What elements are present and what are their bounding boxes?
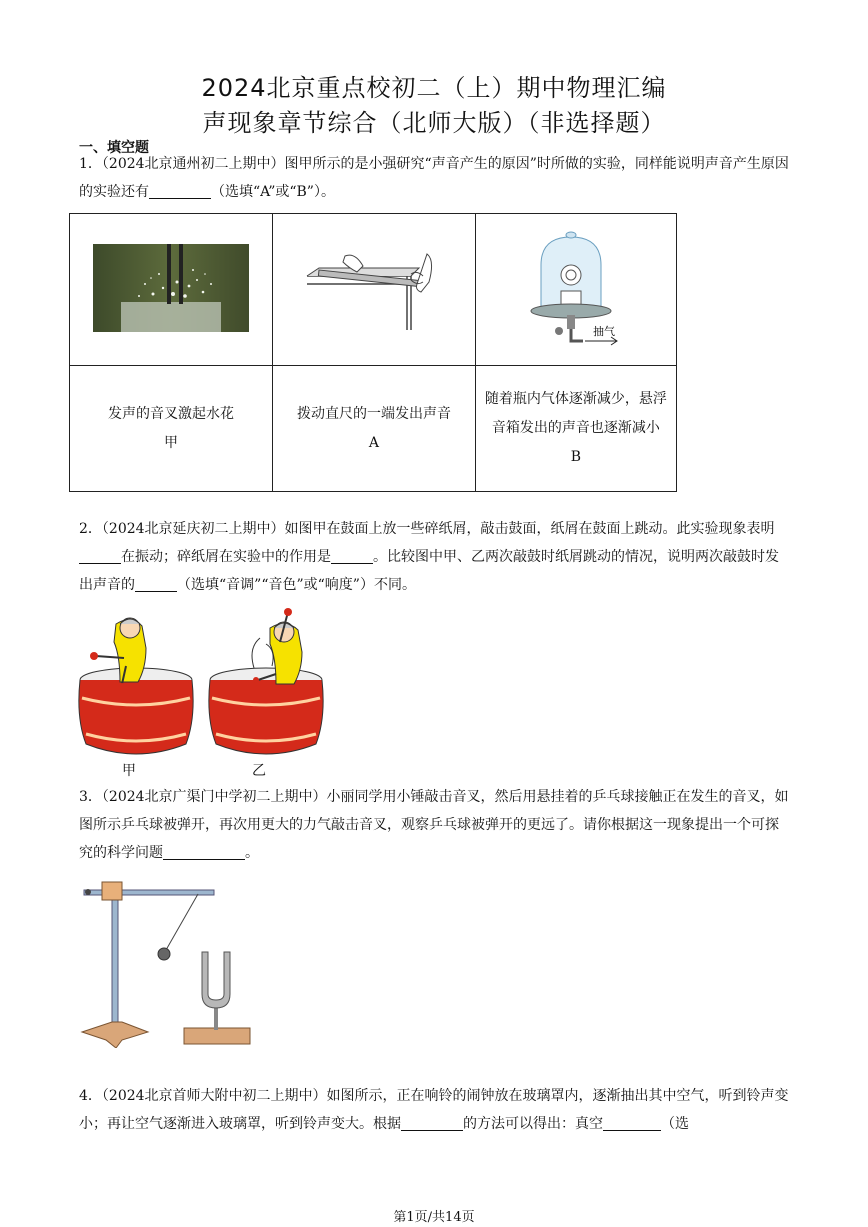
page-footer: 第1页/共14页 xyxy=(393,1210,475,1225)
tuning-fork-pendulum-figure xyxy=(78,872,258,1048)
tuning-fork-water-photo xyxy=(93,244,249,332)
answer-blank xyxy=(163,843,245,860)
figure-cell-b xyxy=(475,214,676,366)
document-subtitle: 声现象章节综合（北师大版）（非选择题） xyxy=(202,109,666,137)
section-heading: 一、填空题 xyxy=(79,140,149,156)
drum-jia xyxy=(79,618,193,754)
figure-cell-a xyxy=(273,214,476,366)
bell-jar-figure xyxy=(521,229,631,347)
document-title: 2024北京重点校初二（上）期中物理汇编 xyxy=(201,74,667,102)
answer-blank xyxy=(603,1114,661,1131)
question-3-text: 3．（2024北京广渠门中学初二上期中）小丽同学用小锤敲击音叉，然后用悬挂着的乒乓球接触正在发生的音叉，如图所示乒乓球被弹开，再次用更大的力气敲击音叉，观察乒乓球被弹开的更远了。请你根据这一现象提出一个可探究的科学问题 。 xyxy=(79,789,789,861)
ruler-pluck-figure xyxy=(299,246,449,330)
question-2-text: 2．（2024北京延庆初二上期中）如图甲在鼓面上放一些碎纸屑，敲击鼓面，纸屑在鼓面上跳动。此实验现象表明在振动；碎纸屑在实验中的作用是 。比较图中甲、乙两次敲鼓时纸屑跳动的情况，说明两次敲鼓时发出声音的 （选填“音调”“音色”或“响度”）不同。 xyxy=(79,521,779,593)
figure-cell-jia xyxy=(70,214,273,366)
pump-label: 抽气 xyxy=(592,324,615,338)
answer-blank xyxy=(79,547,121,564)
caption-b: 随着瓶内气体逐渐减少，悬浮音箱发出的声音也逐渐减小 B xyxy=(475,366,676,492)
answer-blank xyxy=(135,575,177,592)
question-1-text: 1．（2024北京通州初二上期中）图甲所示的是小强研究“声音产生的原因”时所做的实验，同样能说明声音产生原因的实验还有 （选填“A”或“B”）。 xyxy=(79,156,789,200)
caption-jia: 发声的音叉激起水花 甲 xyxy=(70,366,273,492)
question-1-table xyxy=(69,213,677,492)
caption-a: 拨动直尺的一端发出声音 A xyxy=(273,366,476,492)
drum-yi xyxy=(209,608,323,754)
question-4-text: 4．（2024北京首师大附中初二上期中）如图所示，正在响铃的闹钟放在玻璃罩内，逐渐抽出其中空气，听到铃声变小；再让空气逐渐进入玻璃罩，听到铃声变大。根据 的方法可以得出：真空 （选 xyxy=(79,1088,789,1132)
drum-figure xyxy=(76,608,336,768)
answer-blank xyxy=(401,1114,463,1131)
answer-blank xyxy=(331,547,373,564)
answer-blank xyxy=(149,182,211,199)
figure-label-yi: 乙 xyxy=(252,763,266,779)
figure-label-jia: 甲 xyxy=(122,763,136,779)
